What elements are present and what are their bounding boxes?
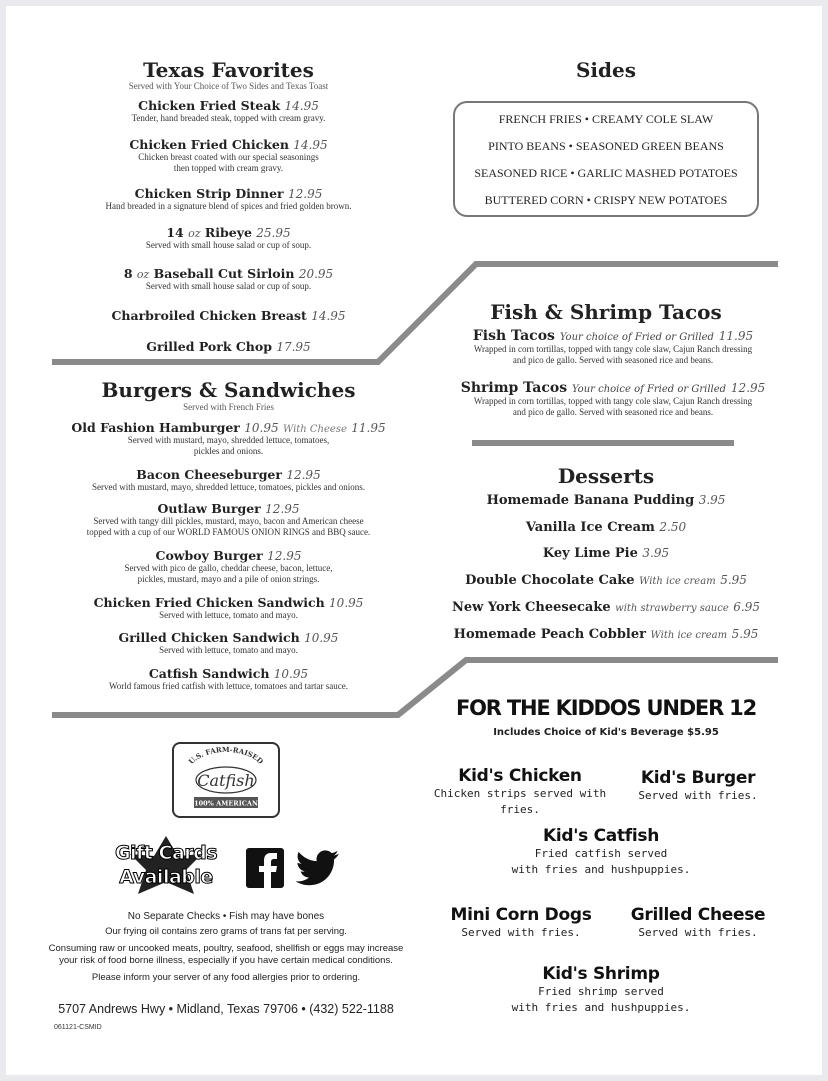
dessert-item (426, 520, 786, 535)
item-price-2: 11.95 (351, 421, 386, 435)
item-name: Kid's Burger (640, 768, 756, 788)
dessert-item (426, 573, 786, 588)
menu-item (46, 266, 411, 292)
item-desc: pickles, mustard, mayo and a pile of onion strings. (137, 574, 320, 584)
item-price: 3.95 (698, 493, 726, 507)
item-price: 10.95 (244, 421, 279, 435)
item-price: 5.95 (731, 627, 759, 641)
item-unit: oz (136, 268, 150, 281)
sides-line: BUTTERED CORN • CRISPY NEW POTATOES (484, 193, 728, 207)
item-desc: and pico de gallo. Served with seasoned rice and beans. (512, 407, 714, 417)
item-name: Chicken Strip Dinner (134, 186, 284, 201)
item-name: Mini Corn Dogs (450, 905, 592, 925)
item-desc: Served with lettuce, tomato and mayo. (159, 645, 298, 655)
item-name: Catfish Sandwich (148, 666, 270, 681)
footer-oil: Our frying oil contains zero grams of trans fat per serving. (105, 926, 347, 937)
item-price: 12.95 (286, 468, 321, 482)
footer-code: 061121-CSMID (54, 1024, 102, 1031)
item-desc: Wrapped in corn tortillas, topped with tangy cole slaw, Cajun Ranch dressing (473, 396, 753, 406)
menu-item (46, 308, 411, 323)
footer-warning-2: your risk of food borne illness, especially if you have certain medical conditions. (59, 955, 393, 966)
item-name: Kid's Shrimp (542, 964, 660, 984)
item-pre: 8 (123, 266, 133, 281)
item-name: Cowboy Burger (155, 548, 263, 563)
menu-item (418, 328, 808, 366)
gift-cards-line2: Available (119, 866, 213, 888)
logo-bottom-text: 100% AMERICAN (194, 799, 258, 808)
dessert-item (426, 493, 786, 508)
footer-address: 5707 Andrews Hwy • Midland, Texas 79706 • (432) 522-1188 (58, 1002, 394, 1016)
item-price: 14.95 (284, 99, 319, 113)
item-price: 3.95 (642, 546, 670, 560)
sides-line: SEASONED RICE • GARLIC MASHED POTATOES (474, 166, 738, 180)
menu-item (46, 186, 411, 212)
burgers-subtitle: Served with French Fries (183, 402, 274, 412)
item-desc: with fries and hushpuppies. (511, 863, 691, 876)
menu-item (31, 595, 426, 621)
sides-title: Sides (575, 58, 636, 82)
dessert-item (426, 627, 786, 642)
item-desc: Fried shrimp served (538, 985, 664, 998)
item-note: With ice cream (639, 576, 716, 587)
item-desc: Served with mustard, mayo, shredded lettuce, tomatoes, (127, 435, 330, 445)
dessert-item (426, 600, 786, 615)
catfish-logo (172, 742, 280, 818)
catfish-logo-graphic (174, 744, 278, 816)
item-name: Homemade Peach Cobbler (453, 627, 646, 642)
item-name: Chicken Fried Chicken Sandwich (93, 595, 325, 610)
item-price: 12.95 (267, 549, 302, 563)
item-name: Grilled Chicken Sandwich (118, 630, 300, 645)
item-name: Vanilla Ice Cream (525, 520, 655, 535)
item-price: 5.95 (720, 573, 747, 587)
footer-checks: No Separate Checks • Fish may have bones (127, 911, 325, 922)
item-desc: Fried catfish served (534, 847, 668, 860)
item-name: Fish Tacos (472, 328, 555, 344)
sides-box (453, 101, 759, 217)
menu-item (46, 137, 411, 174)
logo-main-text: Catfish (197, 771, 255, 790)
item-name: Shrimp Tacos (460, 380, 568, 396)
burgers-title: Burgers & Sandwiches (101, 378, 356, 402)
item-desc: Served with small house salad or cup of soup. (145, 281, 312, 291)
kids-item (618, 768, 778, 804)
item-note: with strawberry sauce (615, 603, 729, 614)
item-name: Kid's Catfish (542, 826, 660, 846)
kids-item (496, 826, 706, 878)
item-desc: Served with fries. (638, 789, 758, 802)
item-name: New York Cheesecake (451, 600, 611, 615)
item-desc: then topped with cream gravy. (173, 163, 284, 173)
menu-item (31, 467, 426, 493)
item-desc: Served with pico de gallo, cheddar cheese, bacon, lettuce, (124, 563, 333, 573)
item-name: Baseball Cut Sirloin (153, 266, 295, 281)
item-desc: Served with lettuce, tomato and mayo. (159, 610, 298, 620)
item-price: 12.95 (730, 381, 766, 395)
menu-page (6, 6, 822, 1075)
item-price: 10.95 (329, 596, 364, 610)
desserts-title: Desserts (557, 464, 655, 488)
item-price: 10.95 (273, 667, 309, 681)
menu-item (418, 380, 808, 418)
item-name: Charbroiled Chicken Breast (111, 308, 307, 323)
footer-allergy: Please inform your server of any food allergies prior to ordering. (91, 972, 361, 983)
item-desc: Chicken strips served with fries. (433, 787, 607, 816)
item-name: Kid's Chicken (458, 766, 582, 786)
kids-item (426, 905, 616, 941)
item-name: Homemade Banana Pudding (486, 493, 695, 508)
item-note: With Cheese (282, 424, 347, 435)
gift-cards-line1: Gift Cards (114, 842, 218, 864)
item-desc: with fries and hushpuppies. (511, 1001, 691, 1014)
item-desc: Hand breaded in a signature blend of spices and fried golden brown. (105, 201, 352, 211)
item-price: 12.95 (265, 502, 300, 516)
item-desc: Chicken breast coated with our special seasonings (138, 152, 319, 162)
item-price: 14.95 (311, 309, 346, 323)
item-name: Outlaw Burger (157, 501, 261, 516)
item-note: Your choice of Fried or Grilled (559, 332, 714, 343)
item-desc: Tender, hand breaded steak, topped with cream gravy. (131, 113, 326, 123)
item-desc: World famous fried catfish with lettuce, tomatoes and tartar sauce. (109, 681, 348, 691)
item-name: Bacon Cheeseburger (136, 467, 282, 482)
item-name: Grilled Pork Chop (146, 339, 272, 354)
menu-item (46, 225, 411, 251)
item-name: Double Chocolate Cake (465, 573, 635, 588)
item-desc: pickles and onions. (193, 446, 264, 456)
item-note: Your choice of Fried or Grilled (571, 384, 727, 395)
item-desc: Served with tangy dill pickles, mustard, mayo, bacon and American cheese (93, 516, 364, 526)
item-name: Grilled Cheese (630, 905, 766, 925)
footer-warning-1: Consuming raw or uncooked meats, poultry, seafood, shellfish or eggs may increase (48, 943, 404, 954)
kids-item (618, 905, 778, 941)
menu-item (31, 420, 426, 457)
item-price: 2.50 (659, 520, 687, 534)
item-desc: topped with a cup of our WORLD FAMOUS ONION RINGS and BBQ sauce. (86, 527, 371, 537)
menu-item (31, 666, 426, 692)
menu-item (46, 339, 411, 354)
item-name: Chicken Fried Steak (138, 98, 281, 113)
kids-subtitle: Includes Choice of Kid's Beverage $5.95 (493, 727, 719, 738)
item-price: 11.95 (718, 329, 754, 343)
item-unit: oz (188, 227, 201, 240)
texas-title: Texas Favorites (143, 58, 314, 82)
kids-item (496, 964, 706, 1016)
menu-item (31, 630, 426, 656)
texas-subtitle: Served with Your Choice of Two Sides and Texas Toast (128, 81, 329, 91)
item-pre: 14 (166, 225, 184, 240)
item-desc: Served with fries. (461, 926, 581, 939)
dessert-item (426, 546, 786, 561)
item-desc: and pico de gallo. Served with seasoned rice and beans. (512, 355, 714, 365)
menu-item (31, 501, 426, 538)
item-desc: Served with small house salad or cup of soup. (145, 240, 312, 250)
item-name: Key Lime Pie (542, 546, 638, 561)
item-name: Ribeye (204, 225, 252, 240)
item-price: 14.95 (293, 138, 328, 152)
item-note: With ice cream (650, 630, 728, 641)
item-desc: Wrapped in corn tortillas, topped with tangy cole slaw, Cajun Ranch dressing (473, 344, 753, 354)
item-name: Old Fashion Hamburger (71, 420, 240, 435)
item-price: 12.95 (287, 187, 323, 201)
item-desc: Served with fries. (638, 926, 758, 939)
item-price: 25.95 (256, 226, 291, 240)
item-price: 10.95 (304, 631, 339, 645)
logo-top-text: U.S. FARM-RAISED (186, 744, 266, 766)
menu-item (46, 98, 411, 124)
sides-line: FRENCH FRIES • CREAMY COLE SLAW (498, 112, 714, 126)
item-name: Chicken Fried Chicken (129, 137, 289, 152)
menu-item (31, 548, 426, 585)
item-desc: Served with mustard, mayo, shredded lettuce, tomatoes, pickles and onions. (92, 482, 365, 492)
kids-item (424, 766, 616, 818)
twitter-icon[interactable] (296, 849, 340, 887)
item-price: 17.95 (276, 340, 311, 354)
item-price: 20.95 (298, 267, 334, 281)
tacos-title: Fish & Shrimp Tacos (490, 300, 722, 324)
kids-title: FOR THE KIDDOS UNDER 12 (456, 696, 756, 720)
gift-cards-badge (106, 834, 226, 898)
facebook-icon[interactable] (246, 848, 284, 888)
sides-line: PINTO BEANS • SEASONED GREEN BEANS (488, 139, 724, 153)
item-price: 6.95 (733, 600, 760, 614)
